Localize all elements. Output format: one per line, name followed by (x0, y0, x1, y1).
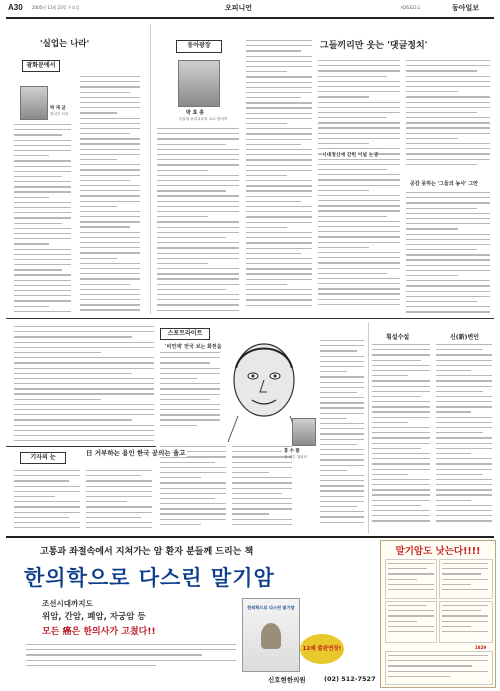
masthead-rule (6, 17, 494, 19)
hwangsasil-kicker: 횡설수설 (386, 334, 410, 341)
center-kicker: 동아광장 (176, 40, 222, 53)
author-photo-center (178, 60, 220, 107)
left-author-name: 박 재 균 (50, 106, 66, 111)
sports-kicker: 스포트라이트 (160, 328, 210, 340)
ad-subtitle-3: 모든 癌은 한의사가 고쳤다!! (42, 627, 156, 637)
center-body-2 (246, 40, 312, 314)
center-author-role: 서울대 윤리교육과 교수·정치학 (178, 117, 228, 121)
mid-body-2 (160, 446, 226, 532)
paper-name: 동아일보 (452, 3, 480, 12)
shinbyeon-kicker: 신(新)변인 (450, 334, 480, 341)
issue-number: 제26321호 (400, 5, 421, 10)
ad-subtitle-2: 위암, 간암, 폐암, 자궁암 등 (42, 612, 146, 622)
mid-author-role: 전 권투 챔피언 (284, 455, 308, 459)
section-rule-1 (6, 318, 494, 319)
ad-right-title: 말기암도 낫는다!!!! (395, 546, 481, 557)
reporter-body-2 (86, 470, 152, 532)
ad-title: 한의학으로 다스린 말기암 (24, 565, 275, 590)
left-column-kicker: 광화문에서 (22, 60, 60, 72)
ad-book-cover (242, 598, 300, 672)
sports-body (160, 352, 220, 432)
ad-subtitle-1: 조선시대까지도 (42, 599, 93, 608)
reporter-kicker: 기자의 눈 (20, 452, 66, 464)
left-column-body-2 (80, 76, 140, 313)
page-number: A30 (8, 3, 23, 12)
ad-right-case-3 (385, 601, 437, 643)
right-subhead: 공감 못하는 '그들의 농사' 그만 (410, 181, 478, 187)
divider-1 (150, 24, 151, 314)
right-column-body-1 (318, 60, 400, 314)
left-mid-body (14, 326, 154, 446)
sports-title: '비연재' 만국 보는 화천읍 (165, 344, 222, 350)
ad-right-case-5 (385, 651, 493, 685)
left-column-body (14, 124, 71, 314)
ad-rule (6, 536, 494, 538)
ad-right-case-2 (439, 559, 493, 599)
right-column-title: 그들끼리만 웃는 '댓글정치' (320, 41, 428, 51)
left-author-role: 정치부 차장 (50, 112, 69, 116)
left-column-title: '실업는 나라' (40, 39, 90, 49)
ad-publisher: 신호현한의원 (268, 676, 306, 684)
mid-body-3 (232, 446, 292, 532)
author-photo-mid (292, 418, 316, 446)
center-author-name: 박 효 종 (186, 110, 204, 116)
ad-sticker: 12쇄 출판연장! (300, 634, 344, 664)
issue-date: 2005년 11월 23일 수요일 (32, 5, 80, 10)
masthead (0, 0, 500, 18)
center-sub-heading: 시대정신에 갇힌 이념 논쟁 (322, 150, 378, 159)
author-photo-left (20, 86, 48, 120)
ad-body-text (26, 644, 236, 674)
book-figure (261, 623, 281, 649)
ad-phone: (02) 512-7527 (324, 675, 376, 683)
ad-book-label: 한의학으로 다스린 말기암 (247, 605, 295, 610)
ad-right[interactable] (380, 540, 496, 688)
shinbyeon-body (436, 344, 492, 530)
ad-right-case-1 (385, 559, 437, 599)
mid-body-4 (320, 340, 364, 530)
divider-2 (368, 322, 369, 534)
ad-top-line: 고통과 좌절속에서 지쳐가는 암 환자 분들께 드리는 책 (40, 547, 254, 557)
hwangsasil-body (372, 344, 430, 530)
right-column-body-2 (406, 60, 490, 170)
section-rule-2 (6, 446, 156, 447)
section-title: 오피니언 (225, 3, 253, 12)
right-column-body-3 (406, 192, 490, 314)
ad-right-case-4 (439, 601, 493, 643)
ad-footer (236, 674, 376, 686)
ad-left[interactable] (6, 540, 376, 686)
center-body-1 (157, 128, 239, 313)
reporter-title: 日 거부하는 용인 한국 공의는 울고 (86, 449, 186, 457)
reporter-body-1 (14, 470, 80, 532)
mid-author-name: 홍 수 환 (284, 449, 300, 454)
ad-right-case-label: 1829 (475, 645, 487, 650)
